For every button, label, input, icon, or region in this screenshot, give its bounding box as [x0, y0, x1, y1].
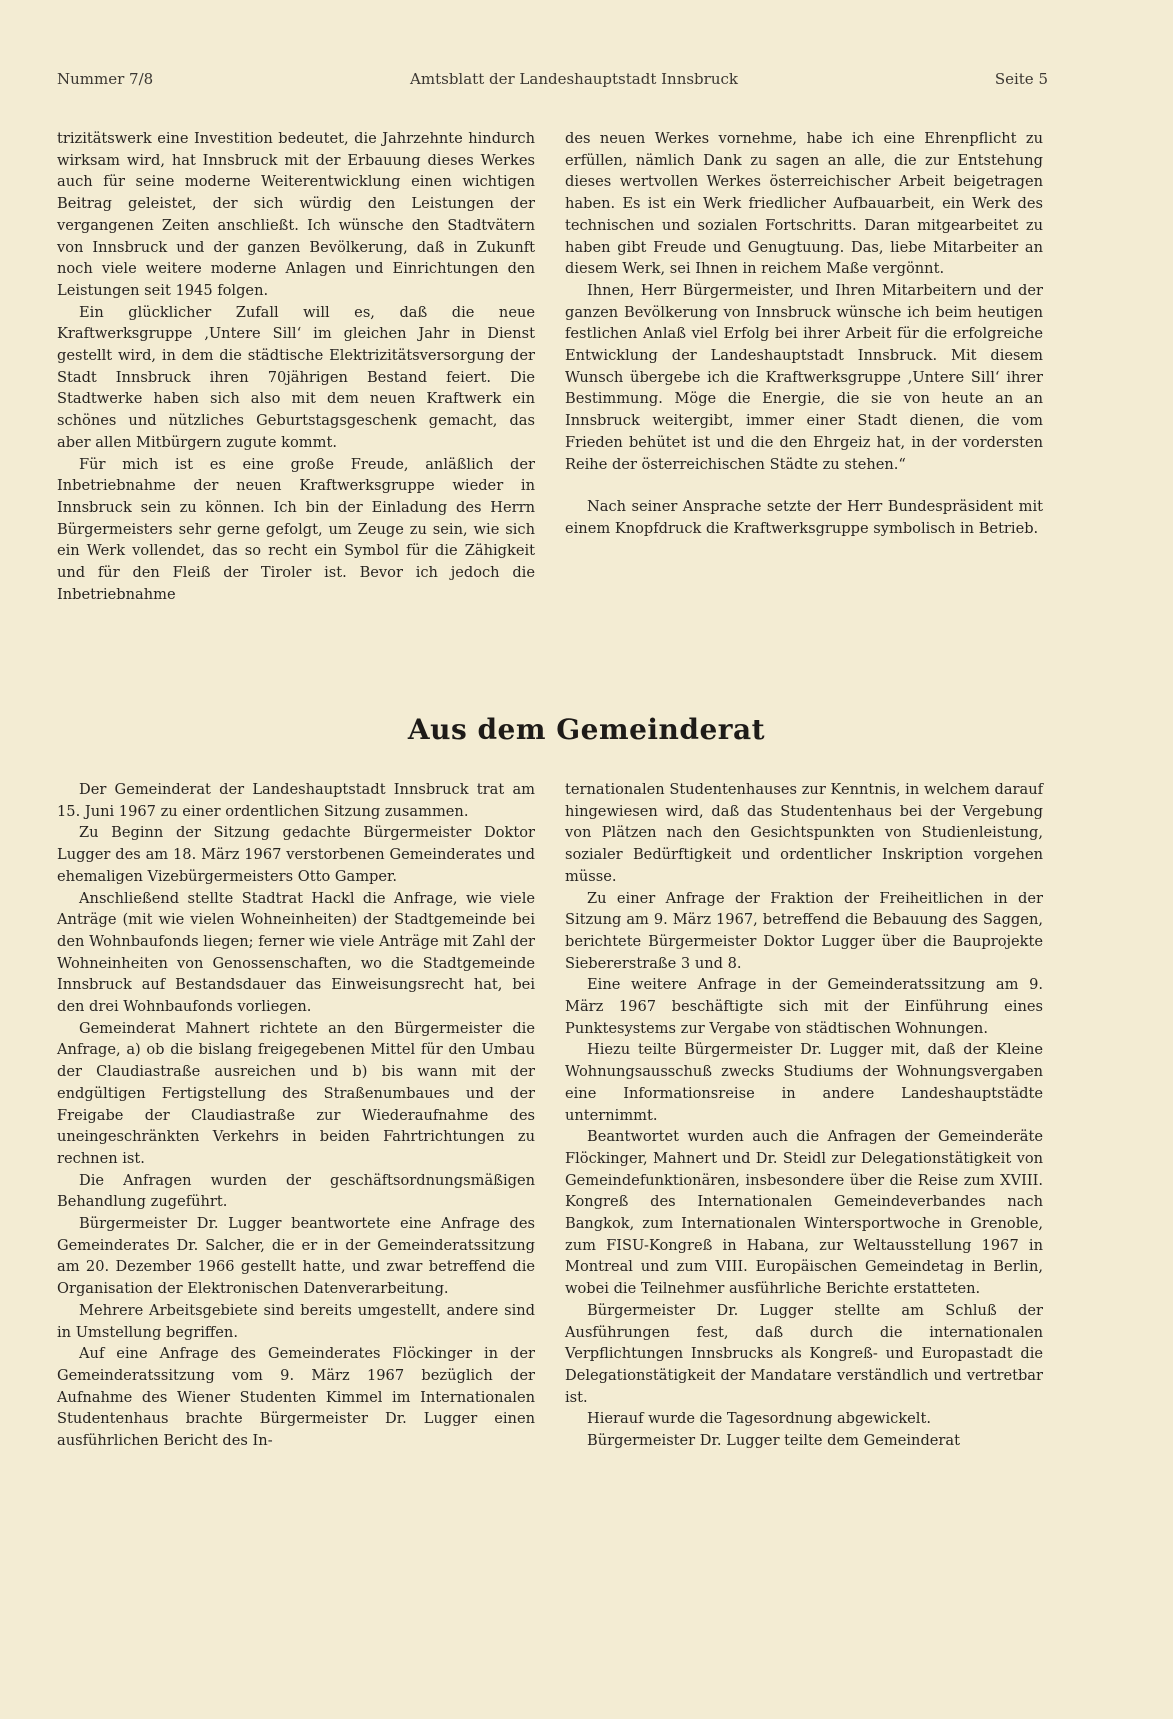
- paragraph: Hiezu teilte Bürgermeister Dr. Lugger mit, daß der Kleine Wohnungsausschuß zwecks Studiums der Wohnungsvergaben eine Informationsreise in andere Landeshauptstädte unternimmt.: [565, 1041, 1043, 1124]
- paragraph: Ein glücklicher Zufall will es, daß die neue Kraftwerksgruppe ‚Untere Sill‘ im gleichen Jahr in Dienst gestellt wird, in dem die städtische Elektrizitätsversorgung der Stadt Innsbruck ihren 70jährigen Bestand feiert. Die Stadtwerke haben sich also mit dem neuen Kraftwerk ein schönes und nützliches Geburtstagsgeschenk gemacht, das aber allen Mitbürgern zugute kommt.: [57, 303, 535, 451]
- paragraph: des neuen Werkes vornehme, habe ich eine Ehrenpflicht zu erfüllen, nämlich Dank zu sagen an alle, die zur Entstehung dieses wertvollen Werkes österreichischer Arbeit beigetragen haben. Es ist ein Werk friedlicher Aufbauarbeit, ein Werk des technischen und sozialen Fortschritts. Daran mitgearbeitet zu haben gibt Freude und Genugtuung. Das, liebe Mitarbeiter an diesem Werk, sei Ihnen in reichem Maße vergönnt.: [565, 130, 1043, 278]
- paragraph: Anschließend stellte Stadtrat Hackl die Anfrage, wie viele Anträge (mit wie vielen Wohneinheiten) der Stadtgemeinde bei den Wohnbaufonds liegen; ferner wie viele Anträge mit Zahl der Wohneinheiten von Genossenschaften, wo die Stadtgemeinde Innsbruck auf Bestandsdauer das Einweisungsrecht hat, bei den drei Wohnbaufonds vorliegen.: [57, 889, 535, 1016]
- page-number: Seite 5: [994, 70, 1048, 88]
- issue-number: Nummer 7/8: [57, 70, 154, 88]
- column-top-right: [565, 128, 1043, 540]
- paragraph: Bürgermeister Dr. Lugger stellte am Schluß der Ausführungen fest, daß durch die internationalen Verpflichtungen Innsbrucks als Kongreß- und Europastadt die Delegationstätigkeit der Mandatare verständlich und vertretbar ist.: [565, 1301, 1043, 1406]
- paragraph: Bürgermeister Dr. Lugger beantwortete eine Anfrage des Gemeinderates Dr. Salcher, die er in der Gemeinderatssitzung am 20. Dezember 1966 gestellt hatte, und zwar betreffend die Organisation der Elektronischen Datenverarbeitung.: [57, 1215, 535, 1298]
- paragraph: Mehrere Arbeitsgebiete sind bereits umgestellt, andere sind in Umstellung begriffen.: [57, 1301, 535, 1341]
- publication-title: Amtsblatt der Landeshauptstadt Innsbruck: [410, 70, 738, 88]
- paragraph: Nach seiner Ansprache setzte der Herr Bundespräsident mit einem Knopfdruck die Kraftwerksgruppe symbolisch in Betrieb.: [565, 498, 1043, 537]
- paragraph: Die Anfragen wurden der geschäftsordnungsmäßigen Behandlung zugeführt.: [57, 1171, 535, 1211]
- paragraph: Der Gemeinderat der Landeshauptstadt Innsbruck trat am 15. Juni 1967 zu einer ordentlichen Sitzung zusammen.: [57, 781, 535, 820]
- column-bottom-right: [565, 779, 1043, 1452]
- paragraph: ternationalen Studentenhauses zur Kenntnis, in welchem darauf hingewiesen wird, daß das Studentenhaus bei der Vergebung von Plätzen nach den Gesichtspunkten von Studienleistung, sozialer Bedürftigkeit und ordentlicher Inskription vorgehen müsse.: [565, 781, 1043, 885]
- paragraph: Bürgermeister Dr. Lugger teilte dem Gemeinderat: [587, 1432, 960, 1450]
- column-bottom-left: [57, 779, 535, 1452]
- section-heading: Aus dem Gemeinderat: [407, 713, 766, 746]
- page-header: [57, 70, 1048, 88]
- paragraph: Zu Beginn der Sitzung gedachte Bürgermeister Doktor Lugger des am 18. März 1967 verstorbenen Gemeinderates und ehemaligen Vizebürgermeisters Otto Gamper.: [57, 824, 535, 885]
- column-top-left: [57, 128, 535, 605]
- paragraph: Zu einer Anfrage der Fraktion der Freiheitlichen in der Sitzung am 9. März 1967, betreffend die Bebauung des Saggen, berichtete Bürgermeister Doktor Lugger über die Bauprojekte Siebererstraße 3 und 8.: [565, 889, 1043, 972]
- paragraph: Beantwortet wurden auch die Anfragen der Gemeinderäte Flöckinger, Mahnert und Dr. Steidl zur Delegationstätigkeit von Gemeindefunktionären, insbesondere über die Reise zum XVIII. Kongreß des Internationalen Gemeindeverbandes nach Bangkok, zum Internationalen Wintersportwoche in Grenoble, zum FISU-Kongreß in Habana, zur Weltausstellung 1967 in Montreal und zum VIII. Europäischen Gemeindetag in Berlin, wobei die Teilnehmer ausführliche Berichte erstatteten.: [565, 1128, 1043, 1298]
- paragraph: Gemeinderat Mahnert richtete an den Bürgermeister die Anfrage, a) ob die bislang freigegebenen Mittel für den Umbau der Claudiastraße ausreichen und b) bis wann mit der endgültigen Fertigstellung des Straßenumbaues und der Freigabe der Claudiastraße zur Wiederaufnahme des uneingeschränkten Verkehrs in beiden Fahrtrichtungen zu rechnen ist.: [57, 1019, 535, 1167]
- paragraph: Ihnen, Herr Bürgermeister, und Ihren Mitarbeitern und der ganzen Bevölkerung von Innsbruck wünsche ich beim heutigen festlichen Anlaß viel Erfolg bei ihrer Arbeit für die erfolgreiche Entwicklung der Landeshauptstadt Innsbruck. Mit diesem Wunsch übergebe ich die Kraftwerksgruppe ‚Untere Sill‘ ihrer Bestimmung. Möge die Energie, die sie von heute an an Innsbruck weitergibt, immer einer Stadt dienen, die vom Frieden behütet ist und die den Ehrgeiz hat, in der vordersten Reihe der österreichischen Städte zu stehen.“: [565, 281, 1043, 473]
- paragraph: Für mich ist es eine große Freude, anläßlich der Inbetriebnahme der neuen Kraftwerksgruppe wieder in Innsbruck sein zu können. Ich bin der Einladung des Herrn Bürgermeisters sehr gerne gefolgt, um Zeuge zu sein, wie sich ein Werk vollendet, das so recht ein Symbol für die Zähigkeit und für den Fleiß der Tiroler ist. Bevor ich jedoch die Inbetriebnahme: [57, 455, 535, 603]
- paragraph: trizitätswerk eine Investition bedeutet, die Jahrzehnte hindurch wirksam wird, hat Innsbruck mit der Erbauung dieses Werkes auch für seine moderne Weiterentwicklung einen wichtigen Beitrag geleistet, der sich würdig den Leistungen der vergangenen Zeiten anschließt. Ich wünsche den Stadtvätern von Innsbruck und der ganzen Bevölkerung, daß in Zukunft noch viele weitere moderne Anlagen und Einrichtungen den Leistungen seit 1945 folgen.: [57, 130, 535, 299]
- paragraph: Auf eine Anfrage des Gemeinderates Flöckinger in der Gemeinderatssitzung vom 9. März 1967 bezüglich der Aufnahme des Wiener Studenten Kimmel im Internationalen Studentenhaus brachte Bürgermeister Dr. Lugger einen ausführlichen Bericht des In-: [57, 1345, 535, 1450]
- paragraph: Eine weitere Anfrage in der Gemeinderatssitzung am 9. März 1967 beschäftigte sich mit der Einführung eines Punktesystems zur Vergabe von städtischen Wohnungen.: [565, 976, 1043, 1037]
- paragraph: Hierauf wurde die Tagesordnung abgewickelt.: [587, 1410, 931, 1428]
